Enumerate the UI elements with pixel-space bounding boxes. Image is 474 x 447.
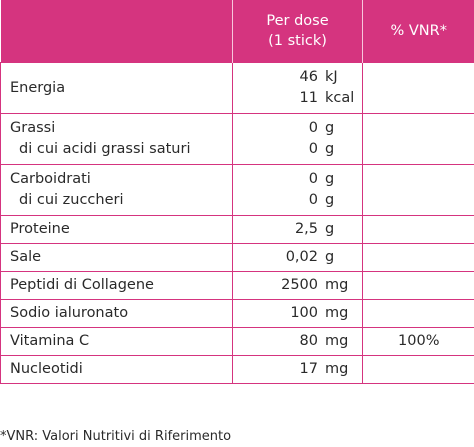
dose-unit: kJ [325, 69, 338, 85]
dose-unit: mg [325, 333, 349, 349]
row-label-text: Carboidrati [10, 171, 91, 187]
row-vnr [363, 114, 474, 165]
dose-unit: g [325, 192, 335, 208]
dose-unit: kcal [325, 90, 355, 106]
row-dose [233, 216, 363, 244]
dose-value: 17 [299, 361, 318, 377]
row-dose [233, 356, 363, 384]
dose-value: 46 [299, 69, 318, 85]
table-row [1, 356, 474, 384]
row-label: Nucleotidi [1, 356, 233, 384]
header-label-cell [1, 0, 233, 63]
row-vnr [363, 63, 474, 114]
row-label: Peptidi di Collagene [1, 272, 233, 300]
table-header-row [1, 0, 474, 63]
table-row [1, 272, 474, 300]
row-sublabel-text: di cui zuccheri [19, 192, 124, 208]
table-row [1, 114, 474, 165]
dose-unit: g [325, 171, 335, 187]
row-vnr [363, 272, 474, 300]
row-dose [233, 272, 363, 300]
dose-value: 2500 [281, 277, 318, 293]
dose-unit: mg [325, 361, 349, 377]
dose-value: 0 [308, 141, 318, 157]
row-dose [233, 244, 363, 272]
dose-value: 0 [308, 171, 318, 187]
dose-value: 0 [308, 192, 318, 208]
row-vnr: 100% [363, 328, 474, 356]
header-dose-line2: (1 stick) [268, 33, 327, 49]
row-vnr [363, 216, 474, 244]
row-dose [233, 63, 363, 114]
row-label: Sale [1, 244, 233, 272]
table-row [1, 165, 474, 216]
table-row [1, 328, 474, 356]
row-vnr [363, 165, 474, 216]
dose-value: 100 [290, 305, 318, 321]
row-label [1, 63, 233, 114]
header-vnr-cell: % VNR* [363, 0, 474, 63]
table-row [1, 244, 474, 272]
row-label: Vitamina C [1, 328, 233, 356]
dose-value: 11 [299, 90, 318, 106]
row-dose [233, 165, 363, 216]
dose-value: 0,02 [285, 249, 318, 265]
dose-value: 2,5 [294, 221, 318, 237]
header-dose-line1: Per dose [266, 13, 329, 29]
dose-unit: g [325, 221, 335, 237]
dose-unit: mg [325, 305, 349, 321]
row-sublabel-text: di cui acidi grassi saturi [19, 141, 191, 157]
row-dose [233, 300, 363, 328]
row-label [1, 114, 233, 165]
table-row [1, 216, 474, 244]
dose-unit: g [325, 120, 335, 136]
row-dose [233, 114, 363, 165]
dose-unit: g [325, 249, 335, 265]
dose-value: 0 [308, 120, 318, 136]
table-row [1, 63, 474, 114]
dose-unit: mg [325, 277, 349, 293]
dose-value: 80 [299, 333, 318, 349]
dose-unit: g [325, 141, 335, 157]
header-dose-cell [233, 0, 363, 63]
row-label: Sodio ialuronato [1, 300, 233, 328]
row-label [1, 165, 233, 216]
row-dose [233, 328, 363, 356]
row-vnr [363, 300, 474, 328]
row-vnr [363, 356, 474, 384]
footnote: *VNR: Valori Nutritivi di Riferimento [0, 429, 232, 444]
table-row [1, 300, 474, 328]
row-label-text: Energia [10, 79, 66, 96]
row-label: Proteine [1, 216, 233, 244]
row-vnr [363, 244, 474, 272]
row-label-text: Grassi [10, 120, 56, 136]
